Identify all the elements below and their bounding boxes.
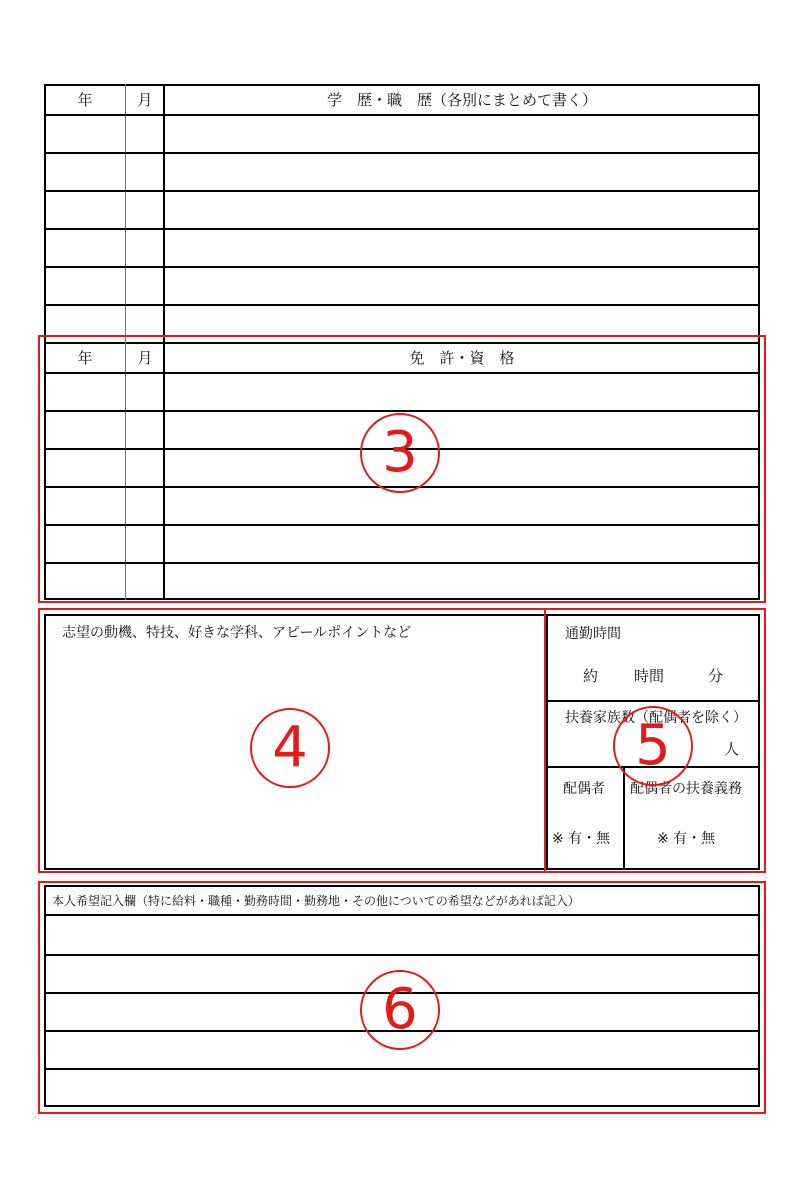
spouse-value: ※ 有・無 (552, 831, 611, 847)
education-row-line (44, 266, 760, 268)
annotation-marker-3: 3 (360, 413, 440, 493)
annotation-marker-6: 6 (360, 970, 440, 1050)
commute-label: 通勤時間 (565, 626, 621, 642)
education-year-header: 年 (77, 91, 93, 109)
commute-hours-unit: 時間 (634, 667, 665, 685)
dependents-unit: 人 (724, 740, 740, 758)
commute-approx: 約 (583, 667, 599, 685)
licenses-title: 免 許・資 格 (409, 349, 515, 367)
preferences-label: 本人希望記入欄（特に給料・職種・勤務時間・勤務地・その他についての希望などがあれば記入） (52, 894, 580, 908)
licenses-year-header: 年 (77, 349, 93, 367)
motivation-label: 志望の動機、特技、好きな学科、アピールポイントなど (62, 625, 412, 641)
dependents-label: 扶養家族数（配偶者を除く） (565, 710, 747, 726)
education-row-line (44, 228, 760, 230)
spouse-support-label: 配偶者の扶養義務 (630, 781, 742, 797)
education-title: 学 歴・職 歴（各別にまとめて書く） (326, 91, 597, 109)
spouse-label: 配偶者 (563, 781, 605, 797)
education-row-line (44, 152, 760, 154)
education-month-header: 月 (137, 91, 153, 109)
education-row-line (44, 190, 760, 192)
spouse-support-value: ※ 有・無 (657, 831, 716, 847)
annotation-marker-5: 5 (613, 706, 693, 786)
education-row-line (44, 304, 760, 306)
annotation-marker-4: 4 (250, 708, 330, 788)
commute-minutes-unit: 分 (708, 667, 724, 685)
licenses-month-header: 月 (137, 349, 153, 367)
